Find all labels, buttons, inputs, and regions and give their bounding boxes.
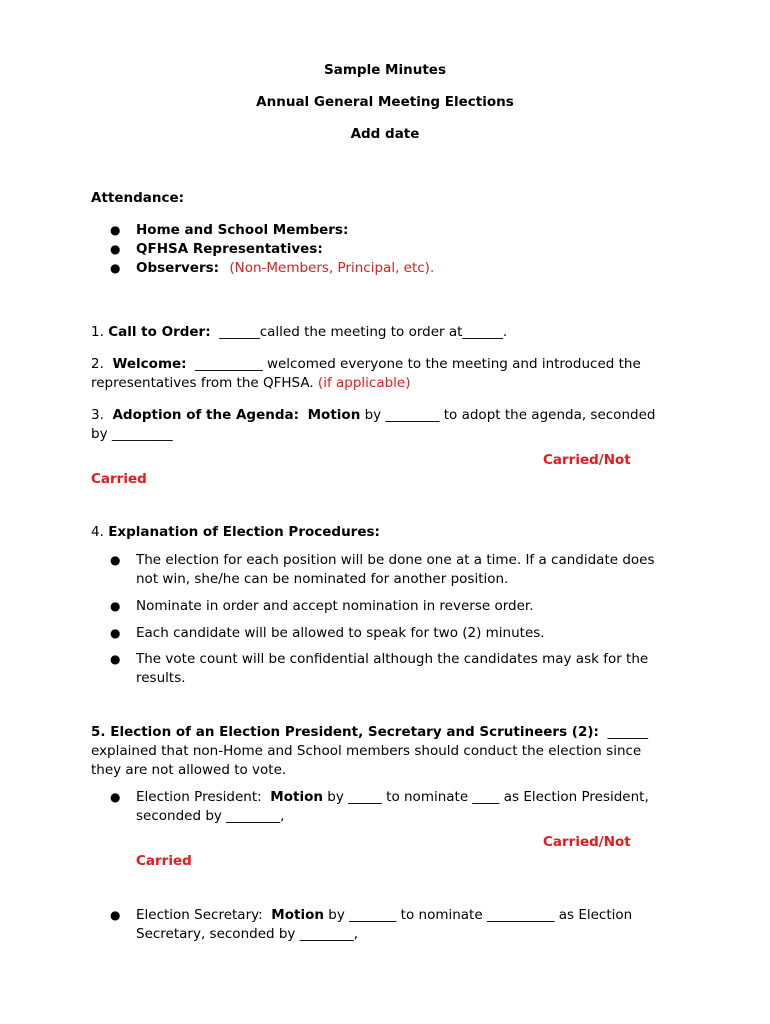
item-heading: Adoption of the Agenda: [112,407,300,423]
item-adoption-agenda [91,406,655,425]
item-text-line1: __________ welcomed everyone to the meeting and introduced the [195,356,641,372]
item-number: 3. [91,407,104,423]
item-adoption-line2: by _________ [91,426,173,442]
attendance-item-observers [136,259,434,278]
carried-status-b: Carried [136,853,192,869]
item-welcome [91,355,641,374]
election-secretary-label: Election Secretary: [136,907,263,923]
document-date: Add date [350,126,420,142]
motion-label: Motion [271,907,324,923]
item-heading: Welcome: [112,356,187,372]
bullet-icon: ● [110,626,121,640]
election-president-line2: seconded by ________, [136,808,285,824]
procedure-item-line2: not win, she/he can be nominated for another position. [136,571,509,587]
carried-status-b: Carried [91,471,147,487]
election-president-line1 [136,788,649,807]
procedure-item-line2: results. [136,670,186,686]
item-election-procedures [91,523,380,542]
election-secretary-line1 [136,906,632,925]
carried-status-a: Carried/Not [543,452,631,468]
bullet-icon: ● [110,908,121,922]
carried-status-a: Carried/Not [543,834,631,850]
bullet-icon: ● [110,790,121,804]
item-heading: Explanation of Election Procedures: [108,524,380,540]
bullet-icon: ● [110,652,121,666]
item-blank: ______ [607,724,649,740]
item-election-text-line1: explained that non-Home and School members should conduct the election since [91,743,642,759]
procedure-item-line1: Each candidate will be allowed to speak for two (2) minutes. [136,625,545,641]
observers-label: Observers: [136,260,220,276]
document-subtitle: Annual General Meeting Elections [256,94,514,110]
item-text: ______called the meeting to order at______. [219,324,508,340]
item-election-officers [91,723,648,742]
attendance-item-members: Home and School Members: [136,222,349,238]
election-president-label: Election President: [136,789,262,805]
item-note: (if applicable) [317,375,411,391]
item-number: 1. [91,324,104,340]
item-call-to-order [91,323,507,342]
bullet-icon: ● [110,223,121,237]
bullet-icon: ● [110,599,121,613]
election-president-text: by _____ to nominate ____ as Election President, [327,789,649,805]
bullet-icon: ● [110,261,121,275]
item-heading: 5. Election of an Election President, Secretary and Scrutineers (2): [91,724,599,740]
procedure-item-line1: The election for each position will be done one at a time. If a candidate does [136,552,655,568]
item-text-line2: representatives from the QFHSA. [91,375,314,391]
document-title: Sample Minutes [324,62,446,78]
item-number: 2. [91,356,104,372]
item-number: 4. [91,524,104,540]
bullet-icon: ● [110,242,121,256]
item-text-line1: by ________ to adopt the agenda, seconded [364,407,656,423]
attendance-heading: Attendance: [91,190,185,206]
motion-label: Motion [270,789,323,805]
election-secretary-line2: Secretary, seconded by ________, [136,926,358,942]
attendance-item-representatives: QFHSA Representatives: [136,241,323,257]
item-welcome-line2 [91,374,410,393]
item-election-text-line2: they are not allowed to vote. [91,762,287,778]
item-heading: Call to Order: [108,324,211,340]
procedure-item-line1: The vote count will be confidential although the candidates may ask for the [136,651,649,667]
motion-label: Motion [307,407,361,423]
election-secretary-text: by _______ to nominate __________ as Election [328,907,633,923]
bullet-icon: ● [110,553,121,567]
observers-note: (Non-Members, Principal, etc). [229,260,435,276]
procedure-item-line1: Nominate in order and accept nomination in reverse order. [136,598,534,614]
